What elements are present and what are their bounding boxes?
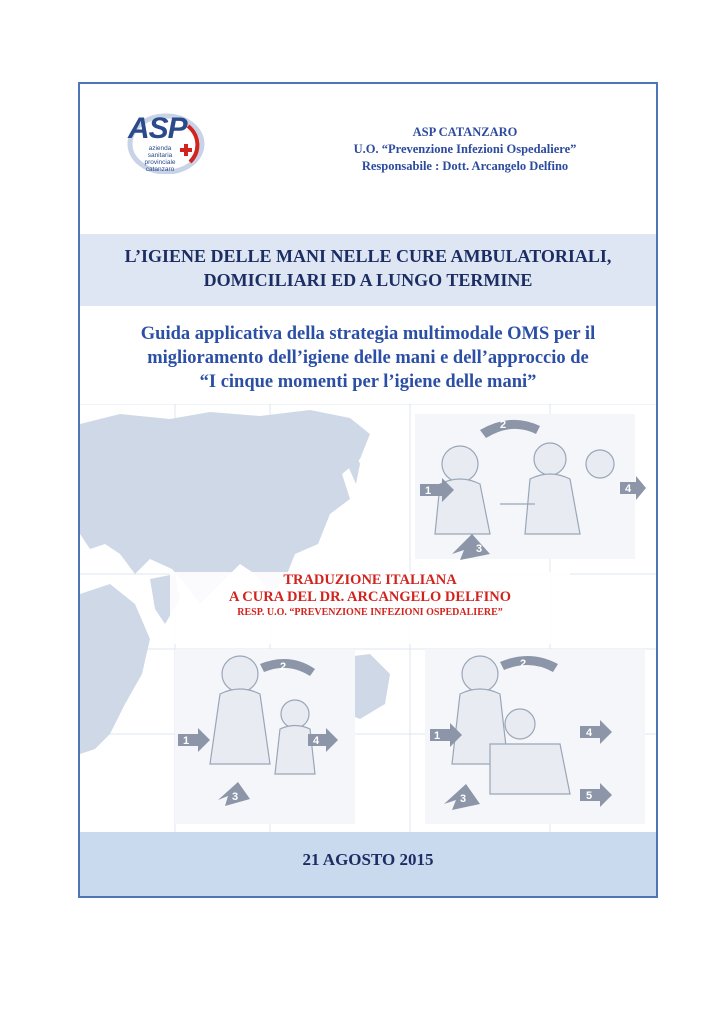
publication-date: 21 AGOSTO 2015: [302, 850, 434, 869]
svg-text:2: 2: [500, 419, 507, 431]
translator-name: A CURA DEL DR. ARCANGELO DELFINO: [229, 589, 511, 605]
translation-credit: [170, 572, 570, 644]
translator-role: RESP. U.O. “PREVENZIONE INFEZIONI OSPEDALIERE”: [237, 607, 503, 618]
svg-text:1: 1: [425, 485, 432, 497]
cover-frame: [78, 82, 658, 898]
logo-acronym: ASP: [128, 112, 187, 145]
svg-text:3: 3: [476, 543, 483, 555]
svg-text:1: 1: [183, 735, 190, 747]
asp-logo: [118, 112, 208, 172]
svg-text:3: 3: [232, 791, 239, 803]
svg-text:1: 1: [434, 730, 441, 742]
org-name: ASP CATANZARO: [412, 125, 518, 139]
logo-subtitle: azienda sanitaria provinciale catanzaro: [144, 145, 176, 173]
svg-text:4: 4: [313, 735, 320, 747]
responsible-name: Responsabile : Dott. Arcangelo Delfino: [361, 159, 569, 173]
document-title: L’IGIENE DELLE MANI NELLE CURE AMBULATORIALI, DOMICILIARI ED A LUNGO TERMINE: [124, 246, 612, 290]
guide-subtitle: Guida applicativa della strategia multimodale OMS per il miglioramento dell’igiene delle mani e dell’approccio de “I cinque momenti per l’igiene delle mani”: [140, 324, 596, 392]
organization-header: [270, 124, 658, 175]
svg-text:4: 4: [625, 483, 632, 495]
translation-label: TRADUZIONE ITALIANA: [283, 572, 457, 588]
svg-text:3: 3: [460, 793, 467, 805]
africa-shape: [80, 584, 150, 754]
svg-text:4: 4: [586, 727, 593, 739]
unit-name: U.O. “Prevenzione Infezioni Ospedaliere”: [353, 142, 577, 156]
svg-text:2: 2: [520, 658, 527, 670]
svg-text:5: 5: [586, 790, 593, 802]
svg-text:2: 2: [280, 661, 287, 673]
